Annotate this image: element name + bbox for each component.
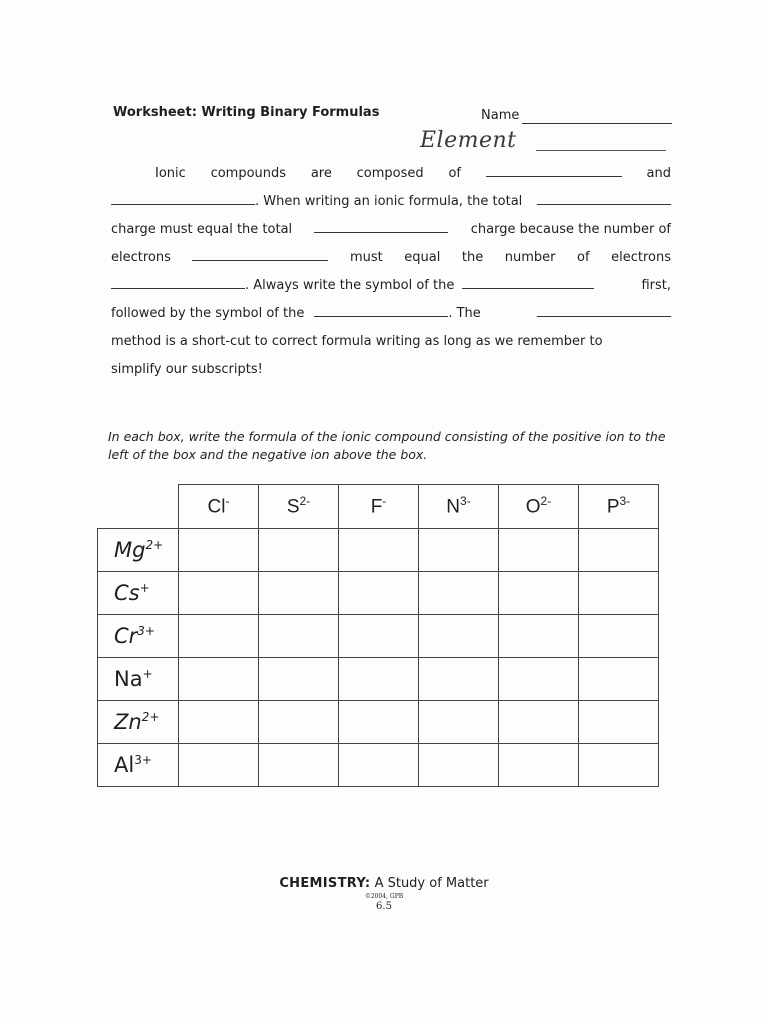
answer-cell[interactable] — [259, 744, 339, 787]
cation-header: $Zn^{2+}$ — [98, 701, 179, 744]
answer-cell[interactable] — [339, 701, 419, 744]
anion-header: $S^{2-}$ — [259, 485, 339, 529]
answer-cell[interactable] — [579, 658, 659, 701]
worksheet-title: Worksheet: Writing Binary Formulas — [113, 105, 380, 120]
anion-header-row — [98, 485, 659, 529]
answer-cell[interactable] — [179, 529, 259, 572]
cation-header: $Cr^{3+}$ — [98, 615, 179, 658]
para-line-5 — [111, 272, 671, 300]
answer-cell[interactable] — [259, 572, 339, 615]
para-line-1 — [111, 160, 671, 188]
para-line-6 — [111, 300, 671, 328]
answer-cell[interactable] — [179, 744, 259, 787]
para-line-3 — [111, 216, 671, 244]
para-line-4 — [111, 244, 671, 272]
corner-cell — [98, 485, 179, 529]
answer-cell[interactable] — [499, 529, 579, 572]
answer-cell[interactable] — [259, 615, 339, 658]
blank-2[interactable] — [111, 192, 255, 205]
answer-cell[interactable] — [339, 529, 419, 572]
para-line-7 — [111, 328, 671, 356]
anion-header: $N^{3-}$ — [419, 485, 499, 529]
answer-cell[interactable] — [339, 615, 419, 658]
text: . When writing an ionic formula, the total — [255, 194, 523, 209]
handwritten-name: Element — [420, 128, 517, 153]
word: equal — [404, 250, 441, 265]
answer-cell[interactable] — [419, 529, 499, 572]
answer-cell[interactable] — [419, 701, 499, 744]
answer-cell[interactable] — [179, 701, 259, 744]
word: of — [577, 250, 590, 265]
cation-row — [98, 572, 659, 615]
fill-in-paragraph — [111, 160, 671, 384]
word: electrons — [111, 250, 171, 265]
word: the — [461, 250, 484, 265]
formula-grid — [97, 484, 659, 787]
anion-header: $P^{3-}$ — [579, 485, 659, 529]
answer-cell[interactable] — [339, 572, 419, 615]
answer-cell[interactable] — [179, 658, 259, 701]
blank-1[interactable] — [486, 164, 622, 177]
answer-cell[interactable] — [259, 658, 339, 701]
word: of — [448, 166, 461, 181]
blank-9[interactable] — [537, 304, 671, 317]
blank-7[interactable] — [462, 276, 594, 289]
answer-cell[interactable] — [179, 615, 259, 658]
name-label: Name — [481, 108, 520, 123]
answer-cell[interactable] — [419, 615, 499, 658]
cation-row — [98, 658, 659, 701]
answer-cell[interactable] — [339, 658, 419, 701]
para-line-2 — [111, 188, 671, 216]
text: first, — [641, 278, 671, 293]
answer-cell[interactable] — [419, 572, 499, 615]
cation-row — [98, 701, 659, 744]
anion-header: F- — [339, 485, 419, 529]
name-extra-blank — [536, 150, 666, 151]
answer-cell[interactable] — [259, 529, 339, 572]
word: composed — [356, 166, 424, 181]
word: must — [349, 250, 383, 265]
footer-title — [0, 876, 768, 891]
word: number — [504, 250, 556, 265]
blank-3[interactable] — [537, 192, 671, 205]
cation-header: Cs+ — [98, 572, 179, 615]
text: charge because the number of — [470, 222, 671, 237]
answer-cell[interactable] — [419, 658, 499, 701]
blank-4[interactable] — [314, 220, 448, 233]
blank-6[interactable] — [111, 276, 245, 289]
text: . The — [448, 306, 481, 321]
cation-header: Na+ — [98, 658, 179, 701]
text: charge must equal the total — [111, 222, 293, 237]
page-number: 6.5 — [376, 901, 392, 912]
answer-cell[interactable] — [419, 744, 499, 787]
text: method is a short-cut to correct formula writing as long as we remember to — [111, 334, 603, 349]
anion-header: $O^{2-}$ — [499, 485, 579, 529]
footer-brand: CHEMISTRY: — [279, 876, 371, 891]
text: . Always write the symbol of the — [245, 278, 455, 293]
blank-8[interactable] — [314, 304, 448, 317]
text: simplify our subscripts! — [111, 362, 263, 377]
word: and — [646, 166, 671, 181]
footer-subtitle: A Study of Matter — [370, 876, 489, 891]
answer-cell[interactable] — [579, 529, 659, 572]
word: electrons — [611, 250, 671, 265]
answer-cell[interactable] — [499, 701, 579, 744]
answer-cell[interactable] — [579, 744, 659, 787]
footer-copyright: ©2004, GPB — [364, 893, 404, 900]
instructions: In each box, write the formula of the ionic compound consisting of the positive ion to the left of the box and the negative ion above the box. — [108, 429, 666, 462]
blank-5[interactable] — [192, 248, 328, 261]
anion-header: Cl- — [179, 485, 259, 529]
word: compounds — [210, 166, 287, 181]
answer-cell[interactable] — [579, 701, 659, 744]
para-line-8 — [111, 356, 671, 384]
answer-cell[interactable] — [179, 572, 259, 615]
answer-cell[interactable] — [499, 744, 579, 787]
answer-cell[interactable] — [499, 615, 579, 658]
cation-row — [98, 615, 659, 658]
answer-cell[interactable] — [499, 658, 579, 701]
cation-header: $Al^{3+}$ — [98, 744, 179, 787]
name-blank[interactable] — [522, 123, 672, 124]
word: Ionic — [155, 166, 186, 181]
answer-cell[interactable] — [339, 744, 419, 787]
cation-row — [98, 744, 659, 787]
word: are — [310, 166, 332, 181]
text: followed by the symbol of the — [111, 306, 305, 321]
cation-row — [98, 529, 659, 572]
answer-cell[interactable] — [579, 572, 659, 615]
answer-cell[interactable] — [579, 615, 659, 658]
cation-header: $Mg^{2+}$ — [98, 529, 179, 572]
answer-cell[interactable] — [499, 572, 579, 615]
answer-cell[interactable] — [259, 701, 339, 744]
